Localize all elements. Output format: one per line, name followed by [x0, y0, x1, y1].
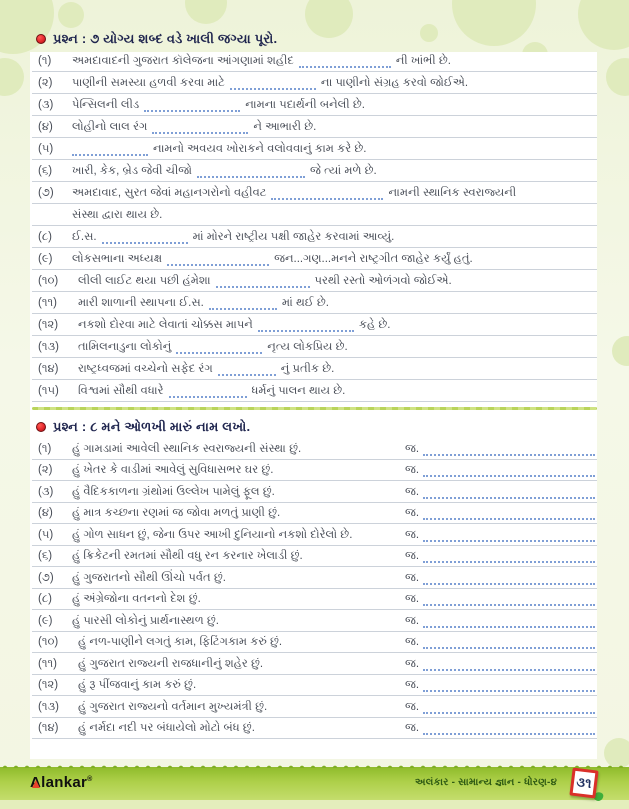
fill-blank-row — [32, 314, 597, 336]
item-number: (૪) — [38, 507, 53, 519]
answer-label: જ. — [405, 464, 420, 476]
answer-label: જ. — [405, 442, 420, 455]
item-pre-text: પાણીની સમસ્યા હળવી કરવા માટે — [72, 77, 225, 89]
answer-blank — [423, 619, 595, 628]
page-number: ૩૧ — [575, 774, 593, 791]
item-number: (૧૫) — [38, 385, 59, 397]
answer-blank — [423, 726, 595, 735]
bullet-icon — [36, 422, 46, 432]
item-number: (૧૦) — [38, 275, 59, 287]
answer-label: જ. — [405, 657, 420, 670]
question7-title: પ્રશ્ન : ૭ યોગ્ય શબ્દ વડે ખાલી જગ્યા પૂરો. — [53, 31, 278, 46]
identify-row — [32, 524, 597, 546]
answer-label: જ. — [405, 550, 420, 562]
item-pre-text: તામિલનાડુના લોકોનું — [78, 341, 172, 353]
item-text: હું નર્મદા નદી પર બંધાયેલો મોટો બંધ છું. — [78, 722, 255, 734]
answer-blank — [167, 257, 269, 266]
fill-blank-row — [32, 116, 597, 138]
item-pre-text: લોકસભાના અધ્યક્ષ — [72, 253, 163, 265]
item-text: હું ગોળ સાધન છું, જેના ઉપર આખી દુનિયાનો નકશો દોરેલો છે. — [72, 528, 353, 541]
item-number: (૧૨) — [38, 679, 59, 691]
item-number: (૧૧) — [38, 657, 57, 670]
answer-blank — [144, 103, 240, 112]
item-post-text: કહે છે. — [358, 319, 391, 331]
item-number: (૩) — [38, 485, 54, 498]
item-number: (૬) — [38, 165, 53, 177]
identify-row — [32, 696, 597, 718]
fill-blank-row-continuation — [32, 204, 597, 226]
answer-blank — [258, 323, 354, 332]
item-post-text: નામનો અવયવ ખોરાકને વલોવવાનું કામ કરે છે. — [153, 143, 367, 155]
item-number: (૮) — [38, 231, 52, 243]
item-text: હું નળ-પાણીને લગતું કામ, ફિટિંગકામ કરું છું. — [78, 636, 283, 648]
identify-row — [32, 675, 597, 697]
decor-bubble — [0, 58, 24, 96]
item-number: (૪) — [38, 121, 53, 133]
fill-blank-row — [32, 50, 597, 72]
item-post-text: નૃત્ય લોકપ્રિય છે. — [267, 341, 348, 353]
item-number: (૧) — [38, 442, 52, 455]
item-post-text: પરથી રસ્તો ઓળંગવો જોઈએ. — [314, 275, 452, 287]
item-number: (૭) — [38, 187, 54, 199]
item-number: (૧૨) — [38, 319, 59, 331]
decor-bubble — [185, 0, 227, 24]
identify-row — [32, 567, 597, 589]
answer-blank — [423, 597, 595, 606]
item-post-text: માં મોરને રાષ્ટ્રીય પક્ષી જાહેર કરવામાં આવ્યું. — [192, 231, 395, 243]
identify-row — [32, 503, 597, 525]
answer-blank — [209, 301, 277, 310]
item-post-text: ને આભારી છે. — [253, 121, 317, 133]
item-text: હું વૈદિકકાળના ગ્રંથોમાં ઉલ્લેખ પામેલું ફૂલ છું. — [72, 485, 275, 498]
identify-row — [32, 632, 597, 654]
answer-label: જ. — [405, 636, 420, 648]
answer-blank — [271, 191, 383, 200]
item-number: (૫) — [38, 528, 54, 541]
question8-header — [36, 416, 597, 438]
answer-blank — [423, 490, 595, 499]
logo-triangle-icon — [32, 780, 40, 788]
fill-blank-row — [32, 358, 597, 380]
item-pre-text: વિશ્વમાં સૌથી વધારે — [78, 385, 164, 397]
item-pre-text: અમદાવાદની ગુજરાત કૉલેજના આંગણામાં શહીદ — [72, 55, 294, 67]
registered-mark: ® — [87, 776, 93, 783]
identify-row — [32, 460, 597, 482]
item-pre-text: લીલી લાઈટ થયા પછી હંમેશા — [78, 275, 211, 287]
answer-blank — [216, 279, 310, 288]
identify-row — [32, 546, 597, 568]
item-number: (૧૩) — [38, 341, 59, 353]
item-text: હું રૂ પીંજવાનું કામ કરું છું. — [78, 679, 197, 691]
page-footer — [0, 767, 629, 809]
answer-blank — [423, 576, 595, 585]
answer-blank — [176, 345, 262, 354]
answer-label: જ. — [405, 571, 420, 584]
identify-row — [32, 653, 597, 675]
fill-blank-row — [32, 72, 597, 94]
item-number: (૯) — [38, 253, 53, 265]
item-text: હું ગુજરાત રાજ્યની રાજધાનીનું શહેર છું. — [78, 657, 264, 670]
question8-title: પ્રશ્ન : ૮ મને ઓળખી મારું નામ લખો. — [53, 419, 251, 434]
book-series-label: અલંકાર - સામાન્ય જ્ઞાન - ધોરણ-૪ — [415, 777, 557, 788]
item-text: હું ક્રિકેટની રમતમાં સૌથી વધુ રન કરનાર ખેલાડી છું. — [72, 550, 303, 562]
footer-light-strip — [0, 800, 629, 809]
decor-bubble — [612, 336, 629, 366]
item-number: (૫) — [38, 143, 54, 155]
fill-blank-row — [32, 380, 597, 402]
item-pre-text: ઈ.સ. — [72, 231, 97, 243]
item-number: (૭) — [38, 571, 54, 584]
item-post2-text: સંસ્થા દ્વારા થાય છે. — [72, 209, 163, 221]
item-post-text: ધર્મનું પાલન થાય છે. — [251, 385, 346, 397]
fill-blank-row — [32, 292, 597, 314]
answer-blank — [423, 554, 595, 563]
item-pre-text: મારી શાળાની સ્થાપના ઈ.સ. — [78, 297, 204, 309]
item-post-text: નામની સ્થાનિક સ્વરાજ્યની — [388, 187, 517, 199]
answer-label: જ. — [405, 679, 420, 691]
item-text: હું ગુજરાતનો સૌથી ઊંચો પર્વત છું. — [72, 571, 226, 584]
item-pre-text: નકશો દોરવા માટે લેવાતાં ચોક્કસ માપને — [78, 319, 253, 331]
item-number: (૧) — [38, 55, 52, 67]
fill-blank-row — [32, 336, 597, 358]
answer-blank — [299, 59, 391, 68]
item-number: (૯) — [38, 614, 53, 627]
answer-blank — [230, 81, 316, 90]
item-number: (૬) — [38, 550, 53, 562]
item-text: હું માત્ર કચ્છના રણમાં જ જોવા મળતું પ્રાણી છું. — [72, 507, 281, 519]
item-number: (૨) — [38, 77, 53, 89]
answer-blank — [218, 367, 276, 376]
logo-text: Alankar — [30, 774, 88, 791]
answer-blank — [423, 468, 595, 477]
fill-blank-row — [32, 182, 597, 204]
item-number: (૧૧) — [38, 297, 57, 309]
answer-label: જ. — [405, 593, 420, 605]
answer-label: જ. — [405, 700, 420, 713]
item-number: (૧૪) — [38, 722, 59, 734]
item-pre-text: પેન્સિલની લીડ — [72, 99, 140, 111]
answer-label: જ. — [405, 507, 420, 519]
answer-blank — [423, 640, 595, 649]
answer-blank — [152, 125, 248, 134]
fill-blank-row — [32, 270, 597, 292]
answer-label: જ. — [405, 485, 420, 498]
fill-blank-row — [32, 94, 597, 116]
identify-row — [32, 481, 597, 503]
question8-list — [32, 438, 597, 739]
identify-row — [32, 438, 597, 460]
item-text: હું પારસી લોકોનું પ્રાર્થનાસ્થળ છું. — [72, 614, 219, 627]
item-text: હું અંગ્રેજોના વતનનો દેશ છું. — [72, 593, 201, 605]
item-post-text: માં થઈ છે. — [281, 297, 329, 309]
item-number: (૧૦) — [38, 636, 59, 648]
item-number: (૧૪) — [38, 363, 59, 375]
answer-blank — [102, 235, 188, 244]
answer-blank — [423, 511, 595, 520]
item-text: હું ગામડામાં આવેલી સ્થાનિક સ્વરાજ્યની સંસ્થા છું. — [72, 442, 302, 455]
answer-label: જ. — [405, 722, 420, 734]
bullet-icon — [36, 34, 46, 44]
item-pre-text: લોહીનો લાલ રંગ — [72, 121, 148, 133]
item-post-text: જે ત્યાં મળે છે. — [310, 165, 377, 177]
item-post-text: નામના પદાર્થની બનેલી છે. — [245, 99, 365, 111]
page-number-badge — [569, 768, 598, 799]
fill-blank-row — [32, 226, 597, 248]
answer-blank — [423, 683, 595, 692]
identify-row — [32, 718, 597, 740]
item-post-text: ના પાણીનો સંગ્રહ કરવો જોઈએ. — [320, 77, 469, 89]
identify-row — [32, 589, 597, 611]
question7-list — [32, 50, 597, 402]
item-pre-text: રાષ્ટ્રધ્વજમાં વચ્ચેનો સફેદ રંગ — [78, 363, 213, 375]
answer-blank — [169, 389, 247, 398]
identify-row — [32, 610, 597, 632]
item-post-text: જન...ગણ...મનને રાષ્ટ્રગીત જાહેર કર્યું હતું. — [274, 253, 473, 265]
answer-blank — [72, 147, 148, 156]
decor-bubble — [58, 2, 84, 28]
item-post-text: ની ખાંભી છે. — [395, 55, 451, 67]
answer-blank — [423, 447, 595, 456]
item-number: (૮) — [38, 593, 52, 605]
fill-blank-row — [32, 138, 597, 160]
item-number: (૩) — [38, 99, 54, 111]
section-divider — [32, 407, 597, 410]
item-number: (૨) — [38, 464, 53, 476]
decor-bubble — [606, 58, 629, 96]
item-pre-text: અમદાવાદ, સુરત જેવાં મહાનગરોનો વહીવટ — [72, 187, 267, 199]
item-pre-text: ખારી, કેક, બ્રેડ જેવી ચીજો — [72, 165, 193, 177]
answer-blank — [423, 662, 595, 671]
item-number: (૧૩) — [38, 700, 59, 713]
alankar-logo — [30, 774, 93, 791]
answer-label: જ. — [405, 614, 420, 627]
fill-blank-row — [32, 248, 597, 270]
item-text: હું ખેતર કે વાડીમાં આવેલું સુવિધાસભર ઘર છું. — [72, 464, 274, 476]
answer-blank — [423, 533, 595, 542]
item-post-text: નું પ્રતીક છે. — [280, 363, 335, 375]
answer-blank — [423, 705, 595, 714]
answer-label: જ. — [405, 528, 420, 541]
answer-blank — [197, 169, 305, 178]
question7-header — [36, 28, 597, 50]
fill-blank-row — [32, 160, 597, 182]
worksheet-content — [32, 28, 597, 739]
item-text: હું ગુજરાત રાજ્યનો વર્તમાન મુખ્યમંત્રી છું. — [78, 700, 268, 713]
